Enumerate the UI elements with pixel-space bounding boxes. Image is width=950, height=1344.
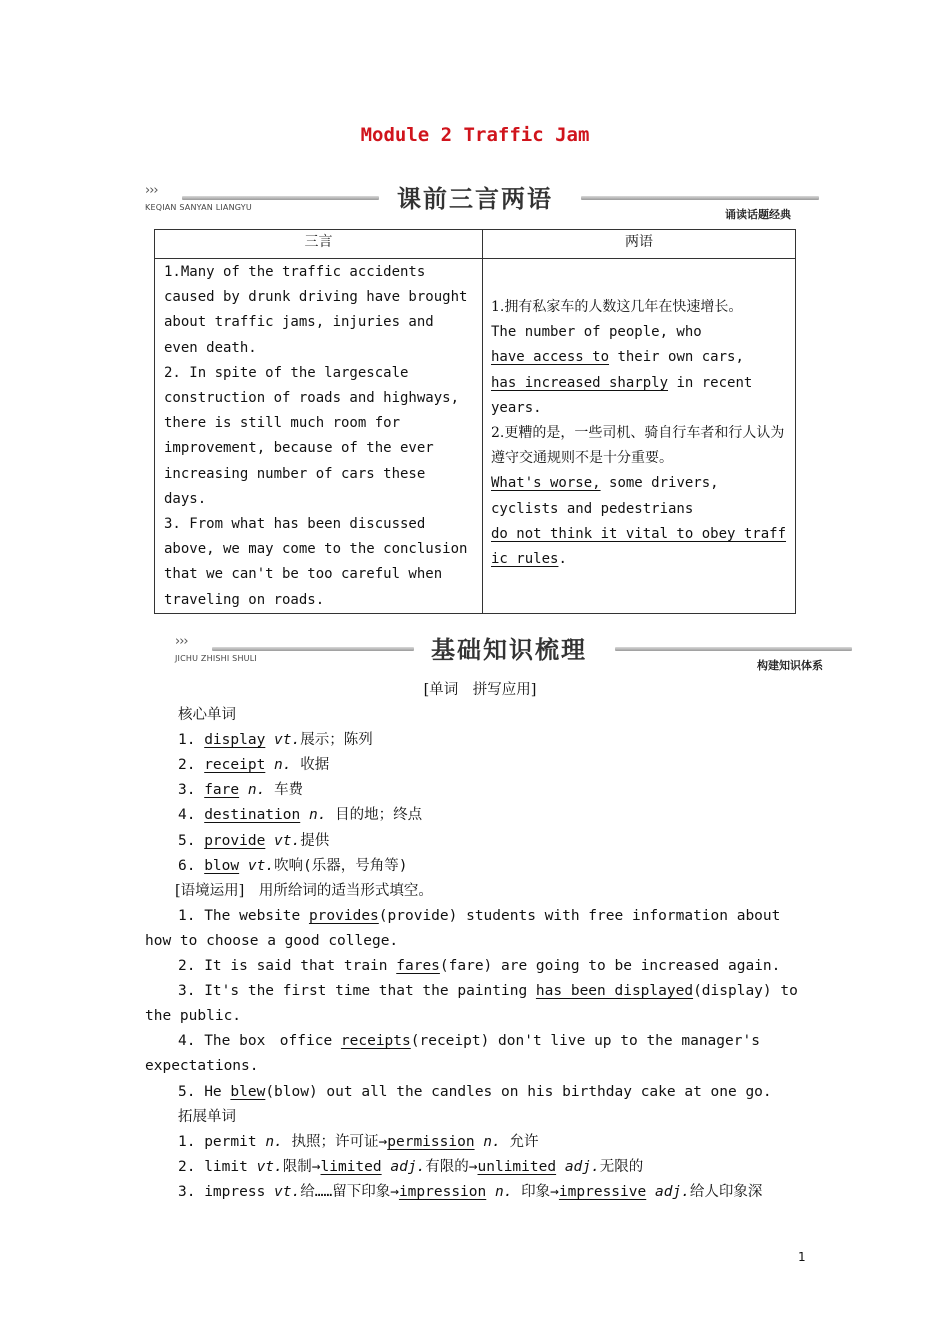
exercise-item: 3. It's the first time that the painting has been displayed(display) to the public.: [145, 983, 798, 1025]
translation-1-en: The number of people, who have access to their own cars, has increased sharply in recent years.: [491, 324, 753, 416]
banner-pinyin: KEQIAN SANYAN LIANGYU: [145, 203, 252, 212]
table-header-liangyu: 两语: [483, 230, 796, 259]
chevron-icon: ›››: [175, 634, 188, 649]
banner-heading: 课前三言两语: [397, 185, 553, 213]
exercise-item: 4. The box office receipts(receipt) don't live up to the manager's expectations.: [145, 1033, 760, 1075]
translation-1-cn: 1.拥有私家车的人数这几年在快速增长。: [491, 299, 743, 315]
word-item: 6. blow vt.吹响(乐器，号角等): [178, 857, 408, 874]
extended-item: 2. limit vt.限制→limited adj.有限的→unlimited adj.无限的: [178, 1158, 644, 1175]
answer-have-access-to: have access to: [491, 349, 610, 366]
exercise-item: 2. It is said that train fares(fare) are going to be increased again.: [178, 958, 781, 975]
word-item: 2. receipt n. 收据: [178, 757, 330, 774]
sentence-1: 1.Many of the traffic accidents caused by drunk driving have brought about traffic jams, injuries and even death.: [164, 264, 468, 356]
translation-2-en: What's worse, some drivers, cyclists and pedestrians do not think it vital to obey traffic rules.: [491, 475, 787, 568]
answer-fares: fares: [396, 958, 440, 975]
word-item: 1. display vt.展示；陈列: [178, 732, 373, 749]
chevron-icon: ›››: [145, 183, 158, 198]
translation-2-cn: 2.更糟的是，一些司机、骑自行车者和行人认为遵守交通规则不是十分重要。: [491, 425, 785, 467]
answer-whats-worse: What's worse,: [491, 475, 601, 492]
answer-provides: provides: [308, 907, 379, 924]
context-instruction: [语境运用] 用所给词的适当形式填空。: [175, 882, 433, 899]
phrases-table: [154, 229, 796, 614]
section-heading: [单词 拼写应用]: [423, 682, 537, 698]
table-cell-left: [155, 259, 483, 614]
word-item: 3. fare n. 车费: [178, 782, 304, 799]
exercise-item: 5. He blew(blow) out all the candles on his birthday cake at one go.: [178, 1083, 772, 1100]
sentence-2: 2. In spite of the largescale construction of roads and highways, there is still much room for improvement, because of the ever increasing number of cars these days.: [164, 364, 460, 507]
table-header-sanyan: 三言: [155, 230, 483, 259]
answer-has-been-displayed: has been displayed: [535, 983, 694, 1000]
word-item: 4. destination n. 目的地；终点: [178, 807, 423, 824]
section-banner-keqian: [145, 183, 820, 223]
core-words-label: 核心单词: [178, 707, 236, 724]
answer-do-not-think: do not think it vital to obey traffic rules: [491, 525, 787, 568]
extended-words-label: 拓展单词: [178, 1108, 236, 1125]
page-number: 1: [798, 1250, 806, 1264]
word-item: 5. provide vt.提供: [178, 832, 330, 849]
extended-item: 1. permit n. 执照；许可证→permission n. 允许: [178, 1133, 539, 1150]
vocabulary-section: [145, 678, 815, 1205]
section-banner-jichu: [175, 634, 885, 674]
banner-bar-left: [212, 647, 414, 651]
extended-item: 3. impress vt.给……留下印象→impression n. 印象→impressive adj.给人印象深: [178, 1183, 763, 1200]
banner-tag: 诵读话题经典: [725, 208, 791, 221]
banner-heading: 基础知识梳理: [431, 636, 587, 664]
answer-receipts: receipts: [340, 1033, 411, 1050]
answer-has-increased-sharply: has increased sharply: [491, 374, 669, 391]
banner-bar-right: [615, 647, 852, 651]
answer-blew: blew: [230, 1083, 266, 1100]
exercise-item: 1. The website provides(provide) students with free information about how to choose a good college.: [145, 907, 781, 949]
sentence-3: 3. From what has been discussed above, we may come to the conclusion that we can't be too careful when traveling on roads.: [164, 516, 468, 608]
table-cell-right: [483, 259, 796, 614]
banner-bar-left: [182, 196, 379, 200]
banner-pinyin: JICHU ZHISHI SHULI: [175, 654, 257, 663]
banner-tag: 构建知识体系: [757, 659, 823, 672]
page-title: Module 2 Traffic Jam: [360, 124, 590, 146]
banner-bar-right: [581, 196, 819, 200]
